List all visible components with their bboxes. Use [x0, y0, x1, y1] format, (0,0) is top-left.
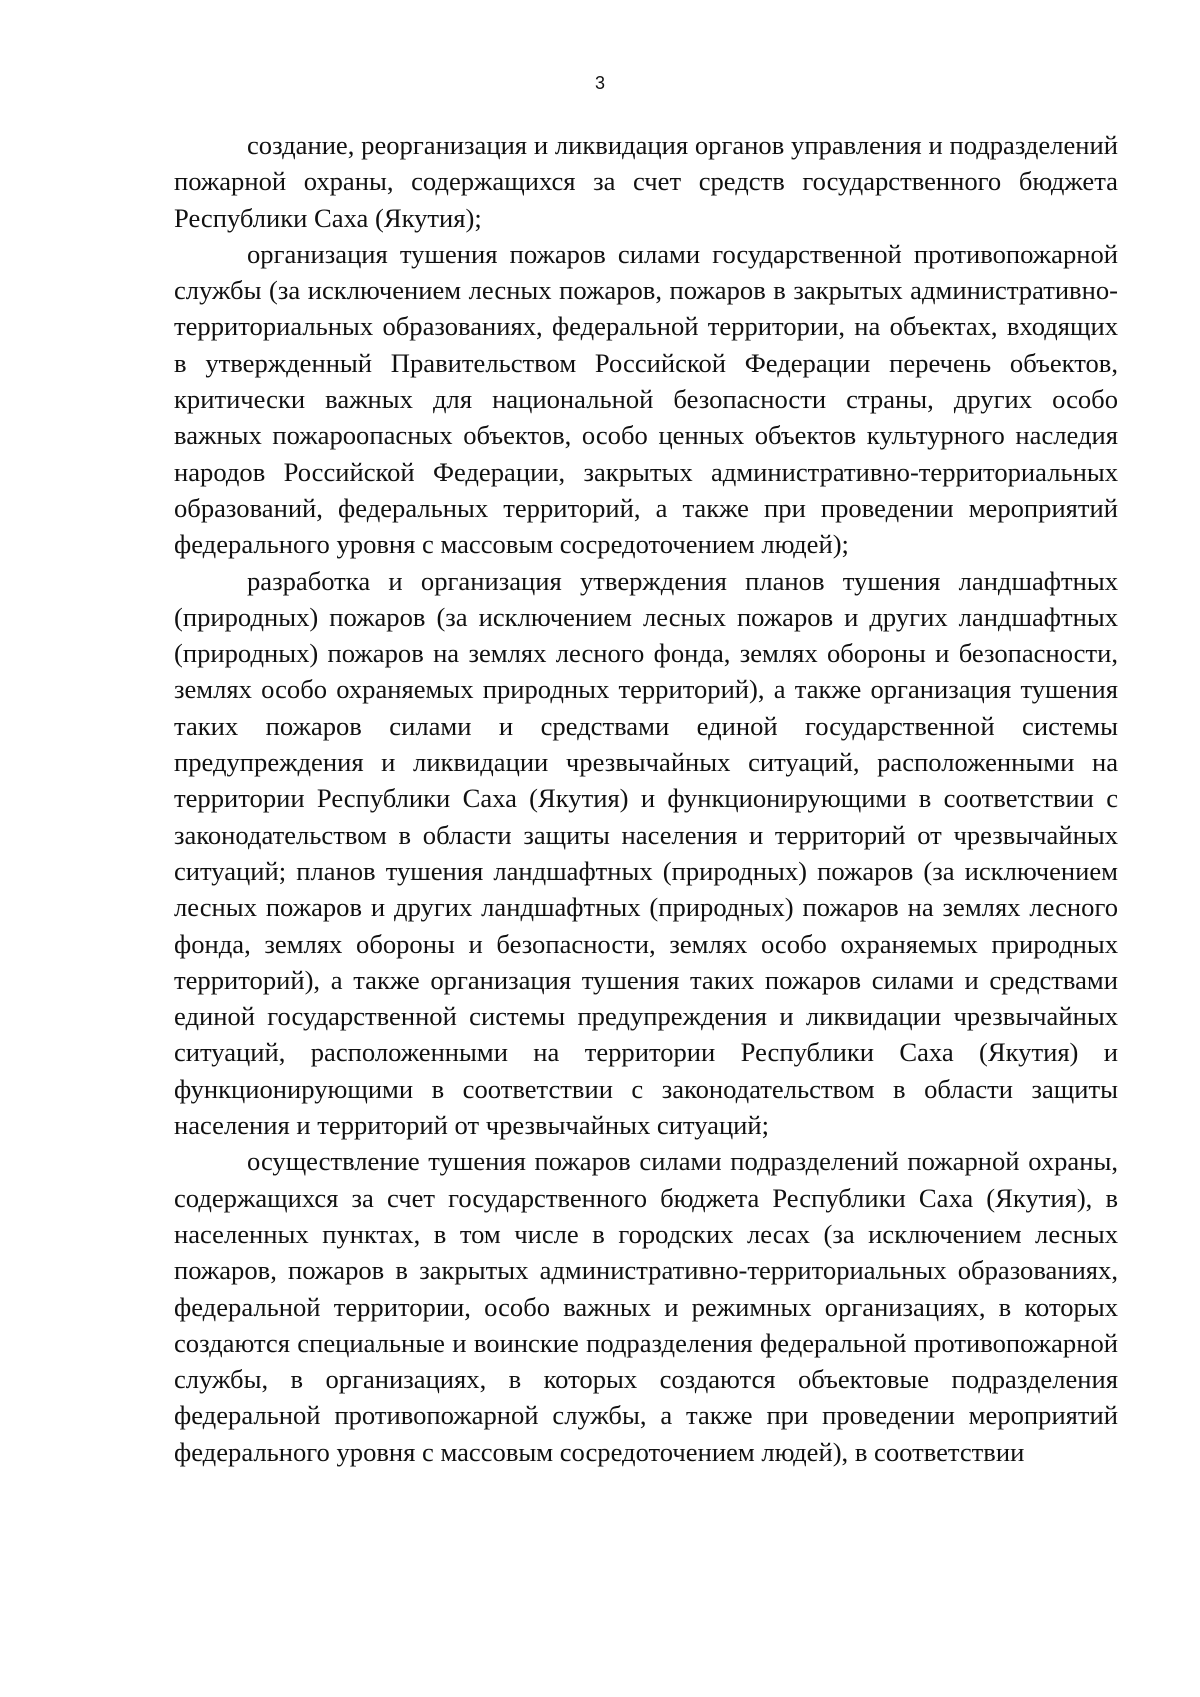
paragraph-landscape-fire-plans: разработка и организация утверждения планов тушения ландшафтных (природных) пожаров (за исключением лесных пожаров и других ландшафтных (природных) пожаров на землях лесного фонда, землях обороны и безопасности, землях особо охраняемых природных территорий), а также организация тушения таких пожаров силами и средствами единой государственной системы предупреждения и ликвидации чрезвычайных ситуаций, расположенными на территории Республики Саха (Якутия) и функционирующими в соответствии с законодательством в области защиты населения и территорий от чрезвычайных ситуаций; планов тушения ландшафтных (природных) пожаров (за исключением лесных пожаров и других ландшафтных (природных) пожаров на землях лесного фонда, землях обороны и безопасности, землях особо охраняемых природных территорий), а также организация тушения таких пожаров силами и средствами единой государственной системы предупреждения и ликвидации чрезвычайных ситуаций, расположенными на территории Республики Саха (Якутия) и функционирующими в соответствии с законодательством в области защиты населения и территорий от чрезвычайных ситуаций; — [174, 565, 1118, 1141]
page-number: 3 — [594, 73, 605, 93]
paragraph-firefighting-in-settlements: осуществление тушения пожаров силами подразделений пожарной охраны, содержащихся за счет государственного бюджета Республики Саха (Якутия), в населенных пунктах, в том числе в городских лесах (за исключением лесных пожаров, пожаров в закрытых административно-территориальных образованиях, федеральной территории, особо важных и режимных организациях, в которых создаются специальные и воинские подразделения федеральной противопожарной службы, в организациях, в которых создаются объектовые подразделения федеральной противопожарной службы, а также при проведении мероприятий федерального уровня с массовым сосредоточением людей), в соответствии — [174, 1146, 1118, 1467]
paragraph-fire-protection-bodies: создание, реорганизация и ликвидация органов управления и подразделений пожарной охраны, содержащихся за счет средств государственного бюджета Республики Саха (Якутия); — [174, 130, 1118, 233]
paragraph-firefighting-organization: организация тушения пожаров силами государственной противопожарной службы (за исключением лесных пожаров, пожаров в закрытых административно-территориальных образованиях, федеральной территории, на объектах, входящих в утвержденный Правительством Российской Федерации перечень объектов, критически важных для национальной безопасности страны, других особо важных пожароопасных объектов, особо ценных объектов культурного наследия народов Российской Федерации, закрытых административно-территориальных образований, федеральных территорий, а также при проведении мероприятий федерального уровня с массовым сосредоточением людей); — [174, 238, 1118, 560]
document-body — [174, 127, 1118, 1470]
